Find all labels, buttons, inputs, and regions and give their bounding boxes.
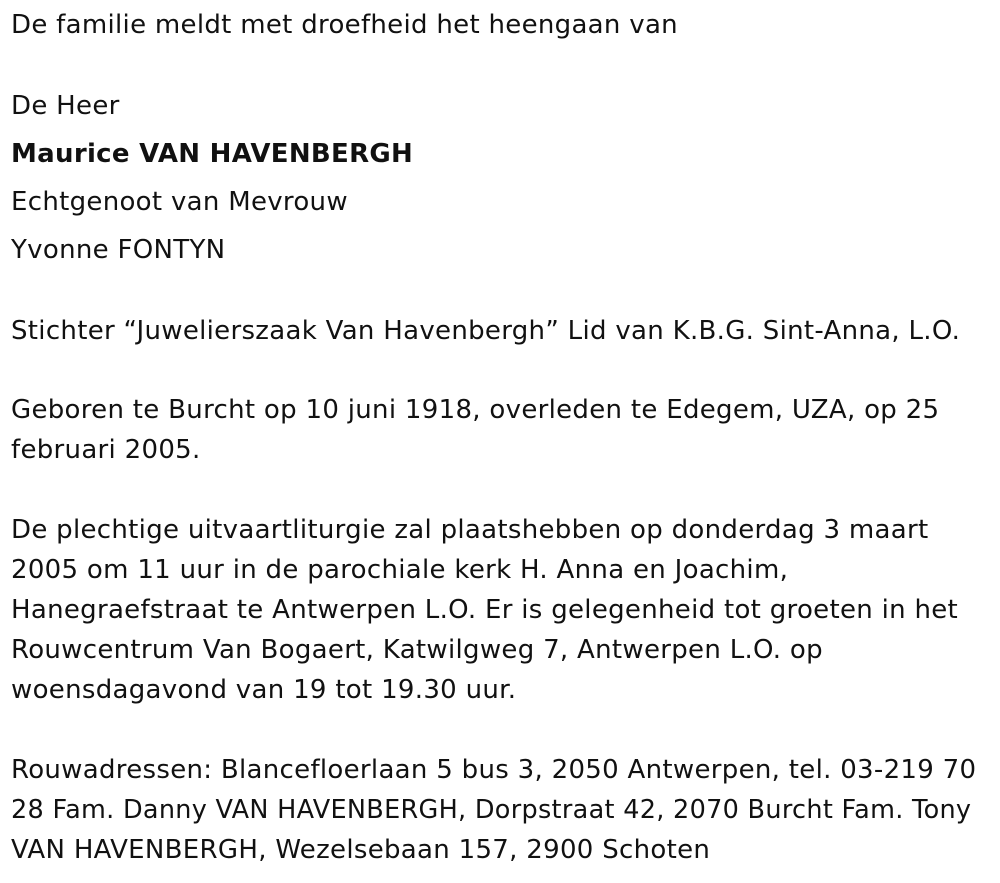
address-line: VAN HAVENBERGH, Wezelsebaan 157, 2900 Schoten [11, 835, 711, 865]
salutation: De Heer [11, 91, 120, 121]
funeral-line: woensdagavond van 19 tot 19.30 uur. [11, 675, 517, 705]
birth-death-line: Geboren te Burcht op 10 juni 1918, overleden te Edegem, UZA, op 25 [11, 395, 940, 425]
spouse-name: Yvonne FONTYN [11, 235, 226, 265]
spouse-line: Echtgenoot van Mevrouw [11, 187, 348, 217]
deceased-name: Maurice VAN HAVENBERGH [11, 139, 414, 169]
funeral-line: De plechtige uitvaartliturgie zal plaatshebben op donderdag 3 maart [11, 515, 929, 545]
funeral-line: 2005 om 11 uur in de parochiale kerk H. Anna en Joachim, [11, 555, 789, 585]
funeral-line: Hanegraefstraat te Antwerpen L.O. Er is gelegenheid tot groeten in het [11, 595, 959, 625]
address-line: 28 Fam. Danny VAN HAVENBERGH, Dorpstraat 42, 2070 Burcht Fam. Tony [11, 795, 972, 825]
birth-death-line: februari 2005. [11, 435, 201, 465]
funeral-line: Rouwcentrum Van Bogaert, Katwilgweg 7, Antwerpen L.O. op [11, 635, 823, 665]
founder-text: Stichter “Juwelierszaak Van Havenbergh” Lid van K.B.G. Sint-Anna, L.O. [11, 316, 961, 346]
address-line: Rouwadressen: Blancefloerlaan 5 bus 3, 2050 Antwerpen, tel. 03-219 70 [11, 755, 977, 785]
intro-text: De familie meldt met droefheid het heengaan van [11, 10, 678, 40]
